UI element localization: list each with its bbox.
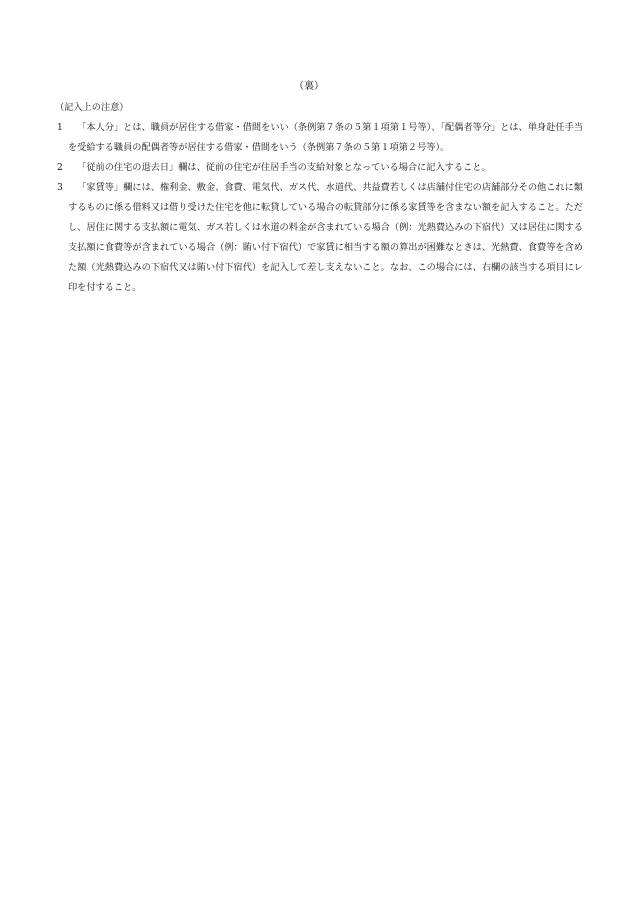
note-number: 2	[57, 162, 63, 173]
notes-section	[55, 98, 583, 298]
back-side-label: （裏）	[294, 81, 324, 92]
note-number: 3	[57, 182, 63, 193]
note-item-2	[55, 158, 583, 178]
note-number: 1	[57, 122, 63, 133]
notes-heading: （記入上の注意）	[55, 102, 129, 113]
note-text: 「家賃等」欄には、権利金、敷金、食費、電気代、ガス代、水道代、共益費若しくは店舗付住宅の店舗部分その他これに類するものに係る借料又は借り受けた住宅を他に転貸している場合の転貸部分に係る家賃等を含まない額を記入すること。ただし、居住に関する支払額に電気、ガス若しくは水道の料金が含まれている場合（例：光熱費込みの下宿代）又は居住に関する支払額に食費等が含まれている場合（例：賄い付下宿代）で家賃に相当する額の算出が困難なときは、光熱費、食費等を含めた額（光熱費込みの下宿代又は賄い付下宿代）を記入して差し支えないこと。なお、この場合には、右欄の該当する項目にレ印を付すること。	[68, 182, 583, 293]
note-text: 「本人分」とは、職員が居住する借家・借間をいい（条例第７条の５第１項第１号等）、「配偶者等分」とは、単身赴任手当を受給する職員の配偶者等が居住する借家・借間をいう（条例第７条の５第１項第２号等）。	[68, 122, 583, 153]
note-text: 「従前の住宅の退去日」欄は、従前の住宅が住居手当の支給対象となっている場合に記入すること。	[77, 162, 491, 173]
note-item-1	[55, 118, 583, 158]
note-item-3	[55, 178, 583, 298]
